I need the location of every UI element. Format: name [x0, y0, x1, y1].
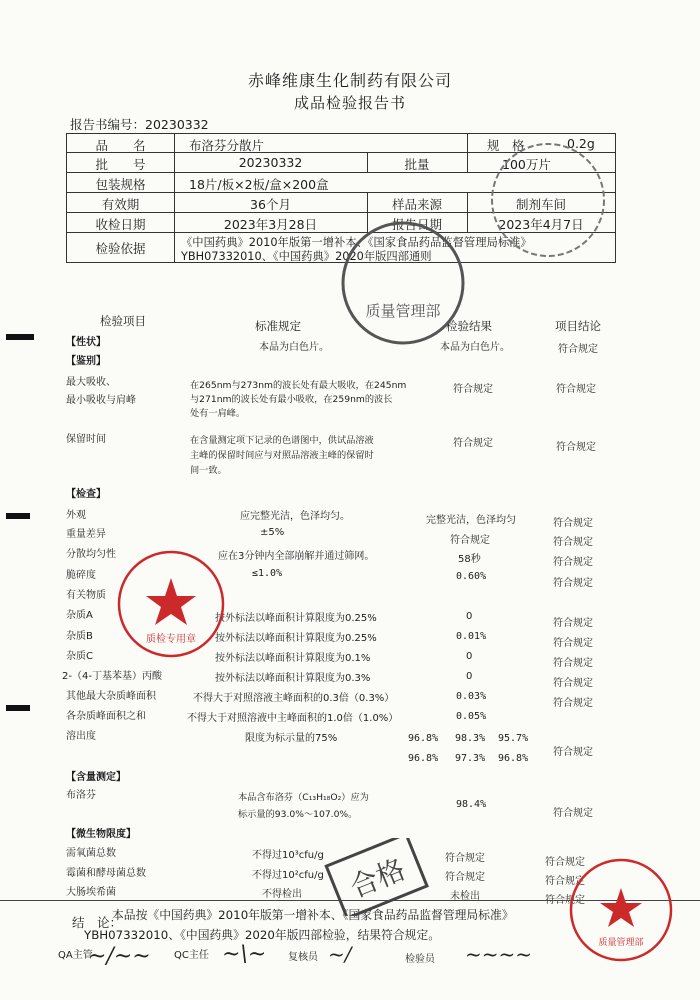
- section-identification: 【鉴别】: [66, 356, 106, 367]
- ecoli-conclusion: 符合规定: [545, 895, 585, 906]
- dissolution-standard: 限度为标示量的75%: [245, 733, 338, 744]
- product-name: 布洛芬分散片: [189, 138, 265, 153]
- spec-value: 0.2g: [567, 136, 595, 151]
- aerobic-conclusion: 符合规定: [545, 857, 585, 868]
- total-impurity-item: 各杂质峰面积之和: [66, 711, 146, 722]
- dissolution-r2c: 96.8%: [498, 753, 529, 764]
- basis-line-1: 《中国药典》2010年版第一增补本、《国家食品药品监督管理局标准》: [181, 236, 532, 249]
- friability-result: 0.60%: [456, 571, 487, 582]
- uv-std-3: 处有一肩峰。: [190, 408, 246, 419]
- approved-stamp-text: 合格: [345, 852, 410, 905]
- valid-value: 36个月: [250, 197, 291, 212]
- corner-stamp: [565, 855, 677, 965]
- scan-mark: [6, 705, 30, 711]
- scan-mark: [6, 513, 30, 519]
- conclusion-label: 结 论：: [72, 915, 123, 930]
- mold-conclusion: 符合规定: [545, 876, 585, 887]
- inspector-label: 检验员: [405, 954, 435, 965]
- product-label: 品 名: [95, 138, 146, 153]
- impurity-b-standard: 按外标法以峰面积计算限度为0.25%: [215, 633, 377, 644]
- col-header-item: 检验项目: [100, 314, 146, 328]
- max-single-impurity-result: 0.03%: [456, 691, 487, 702]
- appearance-check-item: 外观: [66, 510, 86, 521]
- appearance-result: 本品为白色片。: [440, 342, 510, 353]
- ecoli-standard: 不得检出: [262, 889, 302, 900]
- section-inspection: 【检查】: [66, 489, 106, 500]
- qc-signature: ~\~: [222, 942, 267, 967]
- impurity-c-item: 杂质C: [66, 651, 93, 662]
- basis-line-2: YBH07332010、《中国药典》2020年版四部通则: [181, 250, 432, 263]
- appearance-check-result: 完整光洁，色泽均匀: [426, 515, 516, 526]
- batch-label: 批 号: [95, 157, 146, 172]
- report-number-label: 报告书编号：: [70, 117, 146, 132]
- max-single-impurity-conclusion: 符合规定: [553, 698, 593, 709]
- aerobic-result: 符合规定: [445, 853, 485, 864]
- col-header-conclusion: 项目结论: [555, 319, 601, 333]
- valid-label: 有效期: [101, 197, 140, 212]
- related-substances-item: 有关物质: [66, 590, 106, 601]
- impurity-b-conclusion: 符合规定: [553, 638, 593, 649]
- uv-std-1: 在265nm与273nm的波长处有最大吸收，在245nm: [190, 380, 407, 391]
- impurity-4ibpa-item: 2-（4-丁基苯基）丙酸: [62, 671, 162, 682]
- section-appearance: 【性状】: [66, 337, 106, 348]
- basis-label: 检验依据: [95, 241, 146, 256]
- impurity-4ibpa-standard: 按外标法以峰面积计算限度为0.3%: [215, 673, 371, 684]
- rt-result: 符合规定: [453, 438, 493, 449]
- stamp-ring: [343, 223, 463, 343]
- uv-std-2: 与271nm的波长处有最小吸收，在259nm的波长: [190, 394, 393, 405]
- impurity-c-conclusion: 符合规定: [553, 658, 593, 669]
- review-signature: ~/: [328, 942, 352, 966]
- appearance-standard: 本品为白色片。: [259, 342, 329, 353]
- appearance-check-conclusion: 符合规定: [553, 518, 593, 529]
- star-icon: [146, 578, 196, 625]
- aerobic-standard: 不得过10³cfu/g: [252, 850, 324, 861]
- impurity-4ibpa-result: 0: [466, 671, 473, 682]
- mold-result: 符合规定: [445, 872, 485, 883]
- report-title: 成品检验报告书: [293, 94, 406, 112]
- assay-result: 98.4%: [456, 799, 487, 810]
- appearance-conclusion: 符合规定: [558, 344, 598, 355]
- spec-label: 规 格: [487, 138, 525, 153]
- uv-result: 符合规定: [453, 384, 493, 395]
- dispersion-conclusion: 符合规定: [553, 557, 593, 568]
- rt-item: 保留时间: [66, 434, 106, 445]
- appearance-check-standard: 应完整光洁，色泽均匀。: [240, 511, 350, 522]
- uv-conclusion: 符合规定: [556, 384, 596, 395]
- impurity-a-conclusion: 符合规定: [553, 618, 593, 629]
- friability-standard: ≤1.0%: [252, 568, 283, 579]
- dispersion-result: 58秒: [458, 554, 481, 565]
- review-label: 复核员: [288, 952, 318, 963]
- col-header-result: 检验结果: [446, 319, 492, 333]
- impurity-c-standard: 按外标法以峰面积计算限度为0.1%: [215, 653, 371, 664]
- impurity-4ibpa-conclusion: 符合规定: [553, 678, 593, 689]
- impurity-b-item: 杂质B: [66, 631, 93, 642]
- total-impurity-standard: 不得大于对照溶液中主峰面积的1.0倍（1.0%）: [187, 713, 399, 724]
- dispersion-standard: 应在3分钟内全部崩解并通过筛网。: [218, 551, 375, 562]
- weight-item: 重量差异: [66, 529, 106, 540]
- assay-conclusion: 符合规定: [553, 808, 593, 819]
- report-number-value: 20230332: [145, 117, 209, 132]
- dissolution-conclusion: 符合规定: [553, 747, 593, 758]
- ecoli-item: 大肠埃希菌: [66, 887, 116, 898]
- max-single-impurity-item: 其他最大杂质峰面积: [66, 691, 156, 702]
- source-label: 样品来源: [391, 197, 442, 212]
- assay-std-2: 标示量的93.0%～107.0%。: [238, 809, 358, 820]
- dissolution-r2a: 96.8%: [408, 753, 439, 764]
- source-value: 制剂车间: [515, 197, 566, 212]
- dissolution-r2b: 97.3%: [455, 753, 486, 764]
- max-single-impurity-standard: 不得大于对照溶液主峰面积的0.3倍（0.3%）: [193, 693, 395, 704]
- qa-dept-stamp-text: 质量管理部: [365, 302, 441, 320]
- col-header-standard: 标准规定: [255, 319, 301, 333]
- mold-standard: 不得过10²cfu/g: [252, 870, 324, 881]
- qty-label: 批量: [404, 157, 430, 172]
- weight-conclusion: 符合规定: [553, 537, 593, 548]
- rt-std-3: 间一致。: [190, 465, 227, 476]
- uv-item-1: 最大吸收、: [66, 377, 116, 388]
- conclusion-line-2: YBH07332010、《中国药典》2020年版四部检验，结果符合规定。: [84, 928, 441, 942]
- rt-std-1: 在含量测定项下记录的色谱图中，供试品溶液: [190, 435, 374, 446]
- total-impurity-result: 0.05%: [456, 711, 487, 722]
- grid-line: [467, 134, 468, 172]
- scan-mark: [6, 334, 34, 340]
- qty-value: 100万片: [502, 157, 551, 172]
- impurity-c-result: 0: [466, 651, 473, 662]
- approved-stamp: [322, 838, 432, 916]
- friability-item: 脆碎度: [66, 570, 96, 581]
- dissolution-r1a: 96.8%: [408, 733, 439, 744]
- dissolution-r1c: 95.7%: [498, 733, 529, 744]
- ecoli-result: 未检出: [450, 891, 480, 902]
- trade-stamp-text: 质检专用章: [146, 634, 196, 645]
- recv-label: 收检日期: [95, 217, 146, 232]
- impurity-a-result: 0: [466, 611, 473, 622]
- aerobic-item: 需氧菌总数: [66, 848, 116, 859]
- impurity-b-result: 0.01%: [456, 631, 487, 642]
- rt-conclusion: 符合规定: [556, 442, 596, 453]
- impurity-a-item: 杂质A: [66, 610, 93, 621]
- assay-std-1: 本品含布洛芬（C₁₃H₁₈O₂）应为: [238, 792, 369, 803]
- friability-conclusion: 符合规定: [553, 578, 593, 589]
- dissolution-item: 溶出度: [66, 731, 96, 742]
- faded-stamp: [473, 140, 623, 260]
- qa-label: QA主管: [58, 950, 93, 961]
- assay-item: 布洛芬: [66, 790, 96, 801]
- report-date-value: 2023年4月7日: [498, 217, 584, 232]
- report-date-label: 报告日期: [391, 217, 442, 232]
- inspector-signature: ~~~~: [465, 942, 533, 966]
- uv-item-2: 最小吸收与肩峰: [66, 395, 136, 406]
- rt-std-2: 主峰的保留时间应与对照品溶液主峰的保留时: [190, 450, 374, 461]
- qa-signature: ~/~~: [88, 944, 151, 969]
- company-name: 赤峰维康生化制药有限公司: [247, 71, 452, 90]
- section-microbial: 【微生物限度】: [66, 829, 136, 840]
- trade-stamp: [115, 548, 227, 660]
- section-assay: 【含量测定】: [66, 772, 126, 783]
- corner-stamp-text: 质量管理部: [598, 938, 644, 948]
- mold-item: 霉菌和酵母菌总数: [66, 868, 146, 879]
- pack-value: 18片/板×2板/盒×200盒: [189, 177, 329, 192]
- qc-label: QC主任: [174, 950, 209, 961]
- dissolution-r1b: 98.3%: [455, 733, 486, 744]
- star-icon: [600, 888, 642, 927]
- report-number: [70, 115, 209, 133]
- pack-label: 包装规格: [95, 177, 146, 192]
- qa-dept-stamp: [338, 218, 468, 348]
- weight-standard: ±5%: [260, 527, 285, 538]
- conclusion-line-1: 本品按《中国药典》2010年版第一增补本、《国家食品药品监督管理局标准》: [112, 908, 514, 922]
- stamp-ring: [492, 144, 604, 256]
- weight-result: 符合规定: [450, 535, 490, 546]
- recv-value: 2023年3月28日: [223, 217, 318, 232]
- batch-value: 20230332: [238, 155, 303, 170]
- impurity-a-standard: 按外标法以峰面积计算限度为0.25%: [215, 613, 377, 624]
- dispersion-item: 分散均匀性: [66, 549, 116, 560]
